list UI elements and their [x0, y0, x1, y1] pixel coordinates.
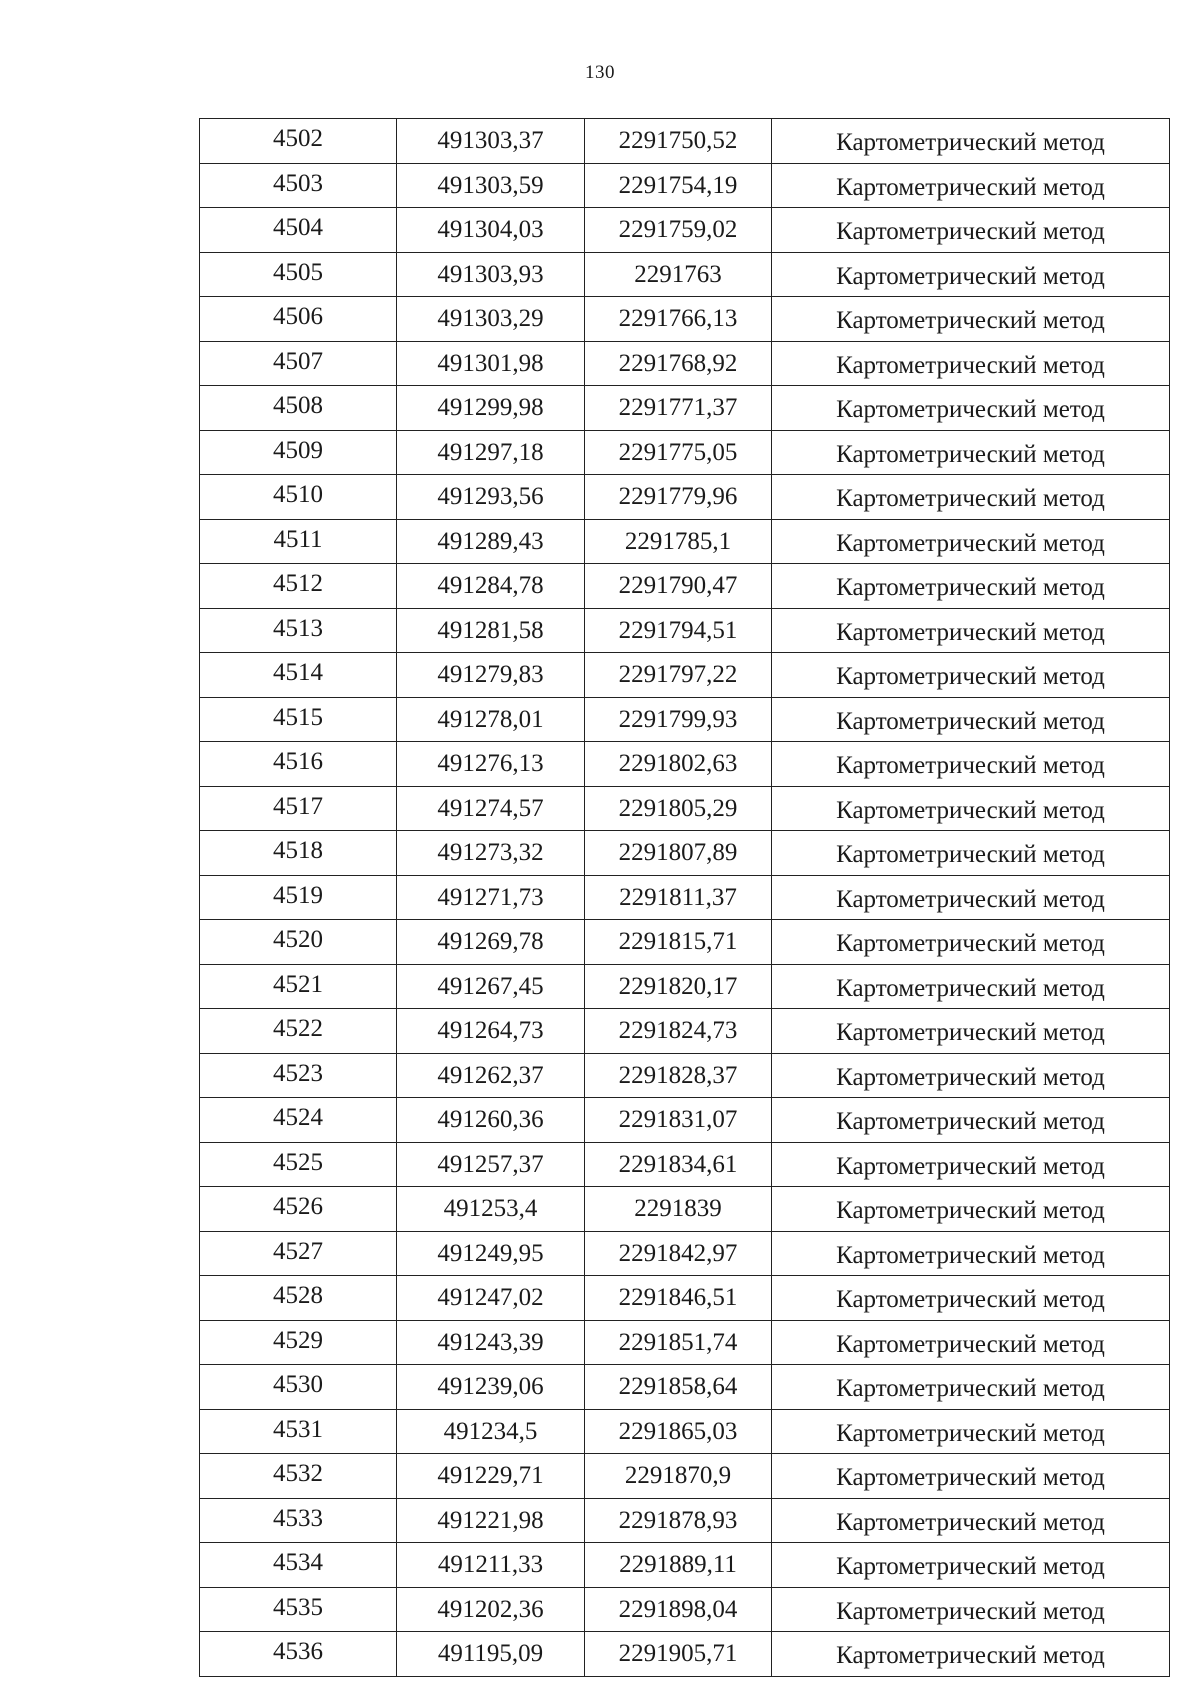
point-number-cell: 4506 [200, 297, 397, 342]
method-cell: Картометрический метод [772, 742, 1170, 787]
method-cell: Картометрический метод [772, 430, 1170, 475]
x-coordinate-cell: 491281,58 [397, 608, 585, 653]
table-row [200, 430, 1170, 475]
method-cell: Картометрический метод [772, 1587, 1170, 1632]
x-coordinate-cell: 491253,4 [397, 1187, 585, 1232]
table-row [200, 1498, 1170, 1543]
y-coordinate-cell: 2291839 [585, 1187, 772, 1232]
point-number-cell: 4533 [200, 1498, 397, 1543]
method-cell: Картометрический метод [772, 1632, 1170, 1677]
y-coordinate-cell: 2291802,63 [585, 742, 772, 787]
method-cell: Картометрический метод [772, 1498, 1170, 1543]
x-coordinate-cell: 491271,73 [397, 875, 585, 920]
point-number-cell: 4513 [200, 608, 397, 653]
table-row [200, 1365, 1170, 1410]
method-cell: Картометрический метод [772, 386, 1170, 431]
point-number-cell: 4509 [200, 430, 397, 475]
table-row [200, 786, 1170, 831]
x-coordinate-cell: 491262,37 [397, 1053, 585, 1098]
y-coordinate-cell: 2291878,93 [585, 1498, 772, 1543]
point-number-cell: 4531 [200, 1409, 397, 1454]
table-row [200, 875, 1170, 920]
table-row [200, 608, 1170, 653]
table-row [200, 297, 1170, 342]
point-number-cell: 4519 [200, 875, 397, 920]
method-cell: Картометрический метод [772, 653, 1170, 698]
method-cell: Картометрический метод [772, 875, 1170, 920]
point-number-cell: 4517 [200, 786, 397, 831]
point-number-cell: 4534 [200, 1543, 397, 1588]
y-coordinate-cell: 2291851,74 [585, 1320, 772, 1365]
x-coordinate-cell: 491278,01 [397, 697, 585, 742]
y-coordinate-cell: 2291831,07 [585, 1098, 772, 1143]
table-row [200, 1098, 1170, 1143]
table-row [200, 1276, 1170, 1321]
table-row [200, 1231, 1170, 1276]
coordinates-table [199, 118, 1170, 1677]
point-number-cell: 4524 [200, 1098, 397, 1143]
y-coordinate-cell: 2291889,11 [585, 1543, 772, 1588]
x-coordinate-cell: 491239,06 [397, 1365, 585, 1410]
y-coordinate-cell: 2291790,47 [585, 564, 772, 609]
point-number-cell: 4520 [200, 920, 397, 965]
y-coordinate-cell: 2291805,29 [585, 786, 772, 831]
method-cell: Картометрический метод [772, 119, 1170, 164]
point-number-cell: 4532 [200, 1454, 397, 1499]
table-row [200, 1187, 1170, 1232]
x-coordinate-cell: 491293,56 [397, 475, 585, 520]
x-coordinate-cell: 491234,5 [397, 1409, 585, 1454]
point-number-cell: 4527 [200, 1231, 397, 1276]
table-row [200, 1632, 1170, 1677]
point-number-cell: 4530 [200, 1365, 397, 1410]
method-cell: Картометрический метод [772, 1187, 1170, 1232]
point-number-cell: 4502 [200, 119, 397, 164]
table-row [200, 920, 1170, 965]
table-row [200, 163, 1170, 208]
table-row [200, 742, 1170, 787]
method-cell: Картометрический метод [772, 564, 1170, 609]
point-number-cell: 4529 [200, 1320, 397, 1365]
x-coordinate-cell: 491264,73 [397, 1009, 585, 1054]
table-row [200, 1053, 1170, 1098]
point-number-cell: 4516 [200, 742, 397, 787]
y-coordinate-cell: 2291785,1 [585, 519, 772, 564]
method-cell: Картометрический метод [772, 831, 1170, 876]
x-coordinate-cell: 491279,83 [397, 653, 585, 698]
point-number-cell: 4525 [200, 1142, 397, 1187]
point-number-cell: 4512 [200, 564, 397, 609]
y-coordinate-cell: 2291870,9 [585, 1454, 772, 1499]
y-coordinate-cell: 2291775,05 [585, 430, 772, 475]
table-row [200, 653, 1170, 698]
x-coordinate-cell: 491221,98 [397, 1498, 585, 1543]
y-coordinate-cell: 2291898,04 [585, 1587, 772, 1632]
y-coordinate-cell: 2291828,37 [585, 1053, 772, 1098]
table-row [200, 1587, 1170, 1632]
y-coordinate-cell: 2291820,17 [585, 964, 772, 1009]
method-cell: Картометрический метод [772, 341, 1170, 386]
method-cell: Картометрический метод [772, 297, 1170, 342]
x-coordinate-cell: 491211,33 [397, 1543, 585, 1588]
table-row [200, 1009, 1170, 1054]
y-coordinate-cell: 2291794,51 [585, 608, 772, 653]
table-row [200, 964, 1170, 1009]
x-coordinate-cell: 491303,59 [397, 163, 585, 208]
x-coordinate-cell: 491274,57 [397, 786, 585, 831]
point-number-cell: 4505 [200, 252, 397, 297]
method-cell: Картометрический метод [772, 1409, 1170, 1454]
table-row [200, 831, 1170, 876]
y-coordinate-cell: 2291766,13 [585, 297, 772, 342]
method-cell: Картометрический метод [772, 208, 1170, 253]
x-coordinate-cell: 491297,18 [397, 430, 585, 475]
x-coordinate-cell: 491260,36 [397, 1098, 585, 1143]
table-row [200, 119, 1170, 164]
table-row [200, 1320, 1170, 1365]
point-number-cell: 4507 [200, 341, 397, 386]
method-cell: Картометрический метод [772, 1053, 1170, 1098]
y-coordinate-cell: 2291834,61 [585, 1142, 772, 1187]
method-cell: Картометрический метод [772, 786, 1170, 831]
table-row [200, 208, 1170, 253]
table-row [200, 1543, 1170, 1588]
method-cell: Картометрический метод [772, 920, 1170, 965]
y-coordinate-cell: 2291905,71 [585, 1632, 772, 1677]
table-row [200, 1409, 1170, 1454]
method-cell: Картометрический метод [772, 475, 1170, 520]
point-number-cell: 4510 [200, 475, 397, 520]
method-cell: Картометрический метод [772, 1320, 1170, 1365]
table-row [200, 386, 1170, 431]
x-coordinate-cell: 491195,09 [397, 1632, 585, 1677]
y-coordinate-cell: 2291754,19 [585, 163, 772, 208]
x-coordinate-cell: 491273,32 [397, 831, 585, 876]
y-coordinate-cell: 2291842,97 [585, 1231, 772, 1276]
y-coordinate-cell: 2291797,22 [585, 653, 772, 698]
point-number-cell: 4521 [200, 964, 397, 1009]
y-coordinate-cell: 2291771,37 [585, 386, 772, 431]
point-number-cell: 4522 [200, 1009, 397, 1054]
table-row [200, 1454, 1170, 1499]
y-coordinate-cell: 2291865,03 [585, 1409, 772, 1454]
x-coordinate-cell: 491202,36 [397, 1587, 585, 1632]
point-number-cell: 4526 [200, 1187, 397, 1232]
point-number-cell: 4511 [200, 519, 397, 564]
method-cell: Картометрический метод [772, 964, 1170, 1009]
y-coordinate-cell: 2291768,92 [585, 341, 772, 386]
x-coordinate-cell: 491304,03 [397, 208, 585, 253]
method-cell: Картометрический метод [772, 1276, 1170, 1321]
x-coordinate-cell: 491276,13 [397, 742, 585, 787]
method-cell: Картометрический метод [772, 608, 1170, 653]
table-row [200, 1142, 1170, 1187]
point-number-cell: 4508 [200, 386, 397, 431]
point-number-cell: 4504 [200, 208, 397, 253]
method-cell: Картометрический метод [772, 1142, 1170, 1187]
x-coordinate-cell: 491229,71 [397, 1454, 585, 1499]
point-number-cell: 4514 [200, 653, 397, 698]
y-coordinate-cell: 2291763 [585, 252, 772, 297]
table-row [200, 252, 1170, 297]
table-row [200, 341, 1170, 386]
method-cell: Картометрический метод [772, 519, 1170, 564]
y-coordinate-cell: 2291779,96 [585, 475, 772, 520]
coordinates-table-body [200, 119, 1170, 1677]
point-number-cell: 4528 [200, 1276, 397, 1321]
method-cell: Картометрический метод [772, 1543, 1170, 1588]
table-row [200, 697, 1170, 742]
point-number-cell: 4536 [200, 1632, 397, 1677]
y-coordinate-cell: 2291807,89 [585, 831, 772, 876]
x-coordinate-cell: 491257,37 [397, 1142, 585, 1187]
x-coordinate-cell: 491243,39 [397, 1320, 585, 1365]
x-coordinate-cell: 491299,98 [397, 386, 585, 431]
x-coordinate-cell: 491303,37 [397, 119, 585, 164]
table-row [200, 519, 1170, 564]
y-coordinate-cell: 2291750,52 [585, 119, 772, 164]
table-row [200, 564, 1170, 609]
method-cell: Картометрический метод [772, 1454, 1170, 1499]
method-cell: Картометрический метод [772, 1098, 1170, 1143]
y-coordinate-cell: 2291846,51 [585, 1276, 772, 1321]
y-coordinate-cell: 2291824,73 [585, 1009, 772, 1054]
point-number-cell: 4535 [200, 1587, 397, 1632]
y-coordinate-cell: 2291858,64 [585, 1365, 772, 1410]
point-number-cell: 4515 [200, 697, 397, 742]
method-cell: Картометрический метод [772, 252, 1170, 297]
method-cell: Картометрический метод [772, 1009, 1170, 1054]
point-number-cell: 4503 [200, 163, 397, 208]
x-coordinate-cell: 491301,98 [397, 341, 585, 386]
x-coordinate-cell: 491284,78 [397, 564, 585, 609]
x-coordinate-cell: 491247,02 [397, 1276, 585, 1321]
x-coordinate-cell: 491289,43 [397, 519, 585, 564]
x-coordinate-cell: 491303,29 [397, 297, 585, 342]
x-coordinate-cell: 491303,93 [397, 252, 585, 297]
method-cell: Картометрический метод [772, 163, 1170, 208]
page-number: 130 [585, 62, 615, 83]
y-coordinate-cell: 2291815,71 [585, 920, 772, 965]
x-coordinate-cell: 491267,45 [397, 964, 585, 1009]
y-coordinate-cell: 2291759,02 [585, 208, 772, 253]
table-row [200, 475, 1170, 520]
method-cell: Картометрический метод [772, 697, 1170, 742]
method-cell: Картометрический метод [772, 1231, 1170, 1276]
point-number-cell: 4523 [200, 1053, 397, 1098]
x-coordinate-cell: 491269,78 [397, 920, 585, 965]
method-cell: Картометрический метод [772, 1365, 1170, 1410]
y-coordinate-cell: 2291799,93 [585, 697, 772, 742]
point-number-cell: 4518 [200, 831, 397, 876]
y-coordinate-cell: 2291811,37 [585, 875, 772, 920]
x-coordinate-cell: 491249,95 [397, 1231, 585, 1276]
